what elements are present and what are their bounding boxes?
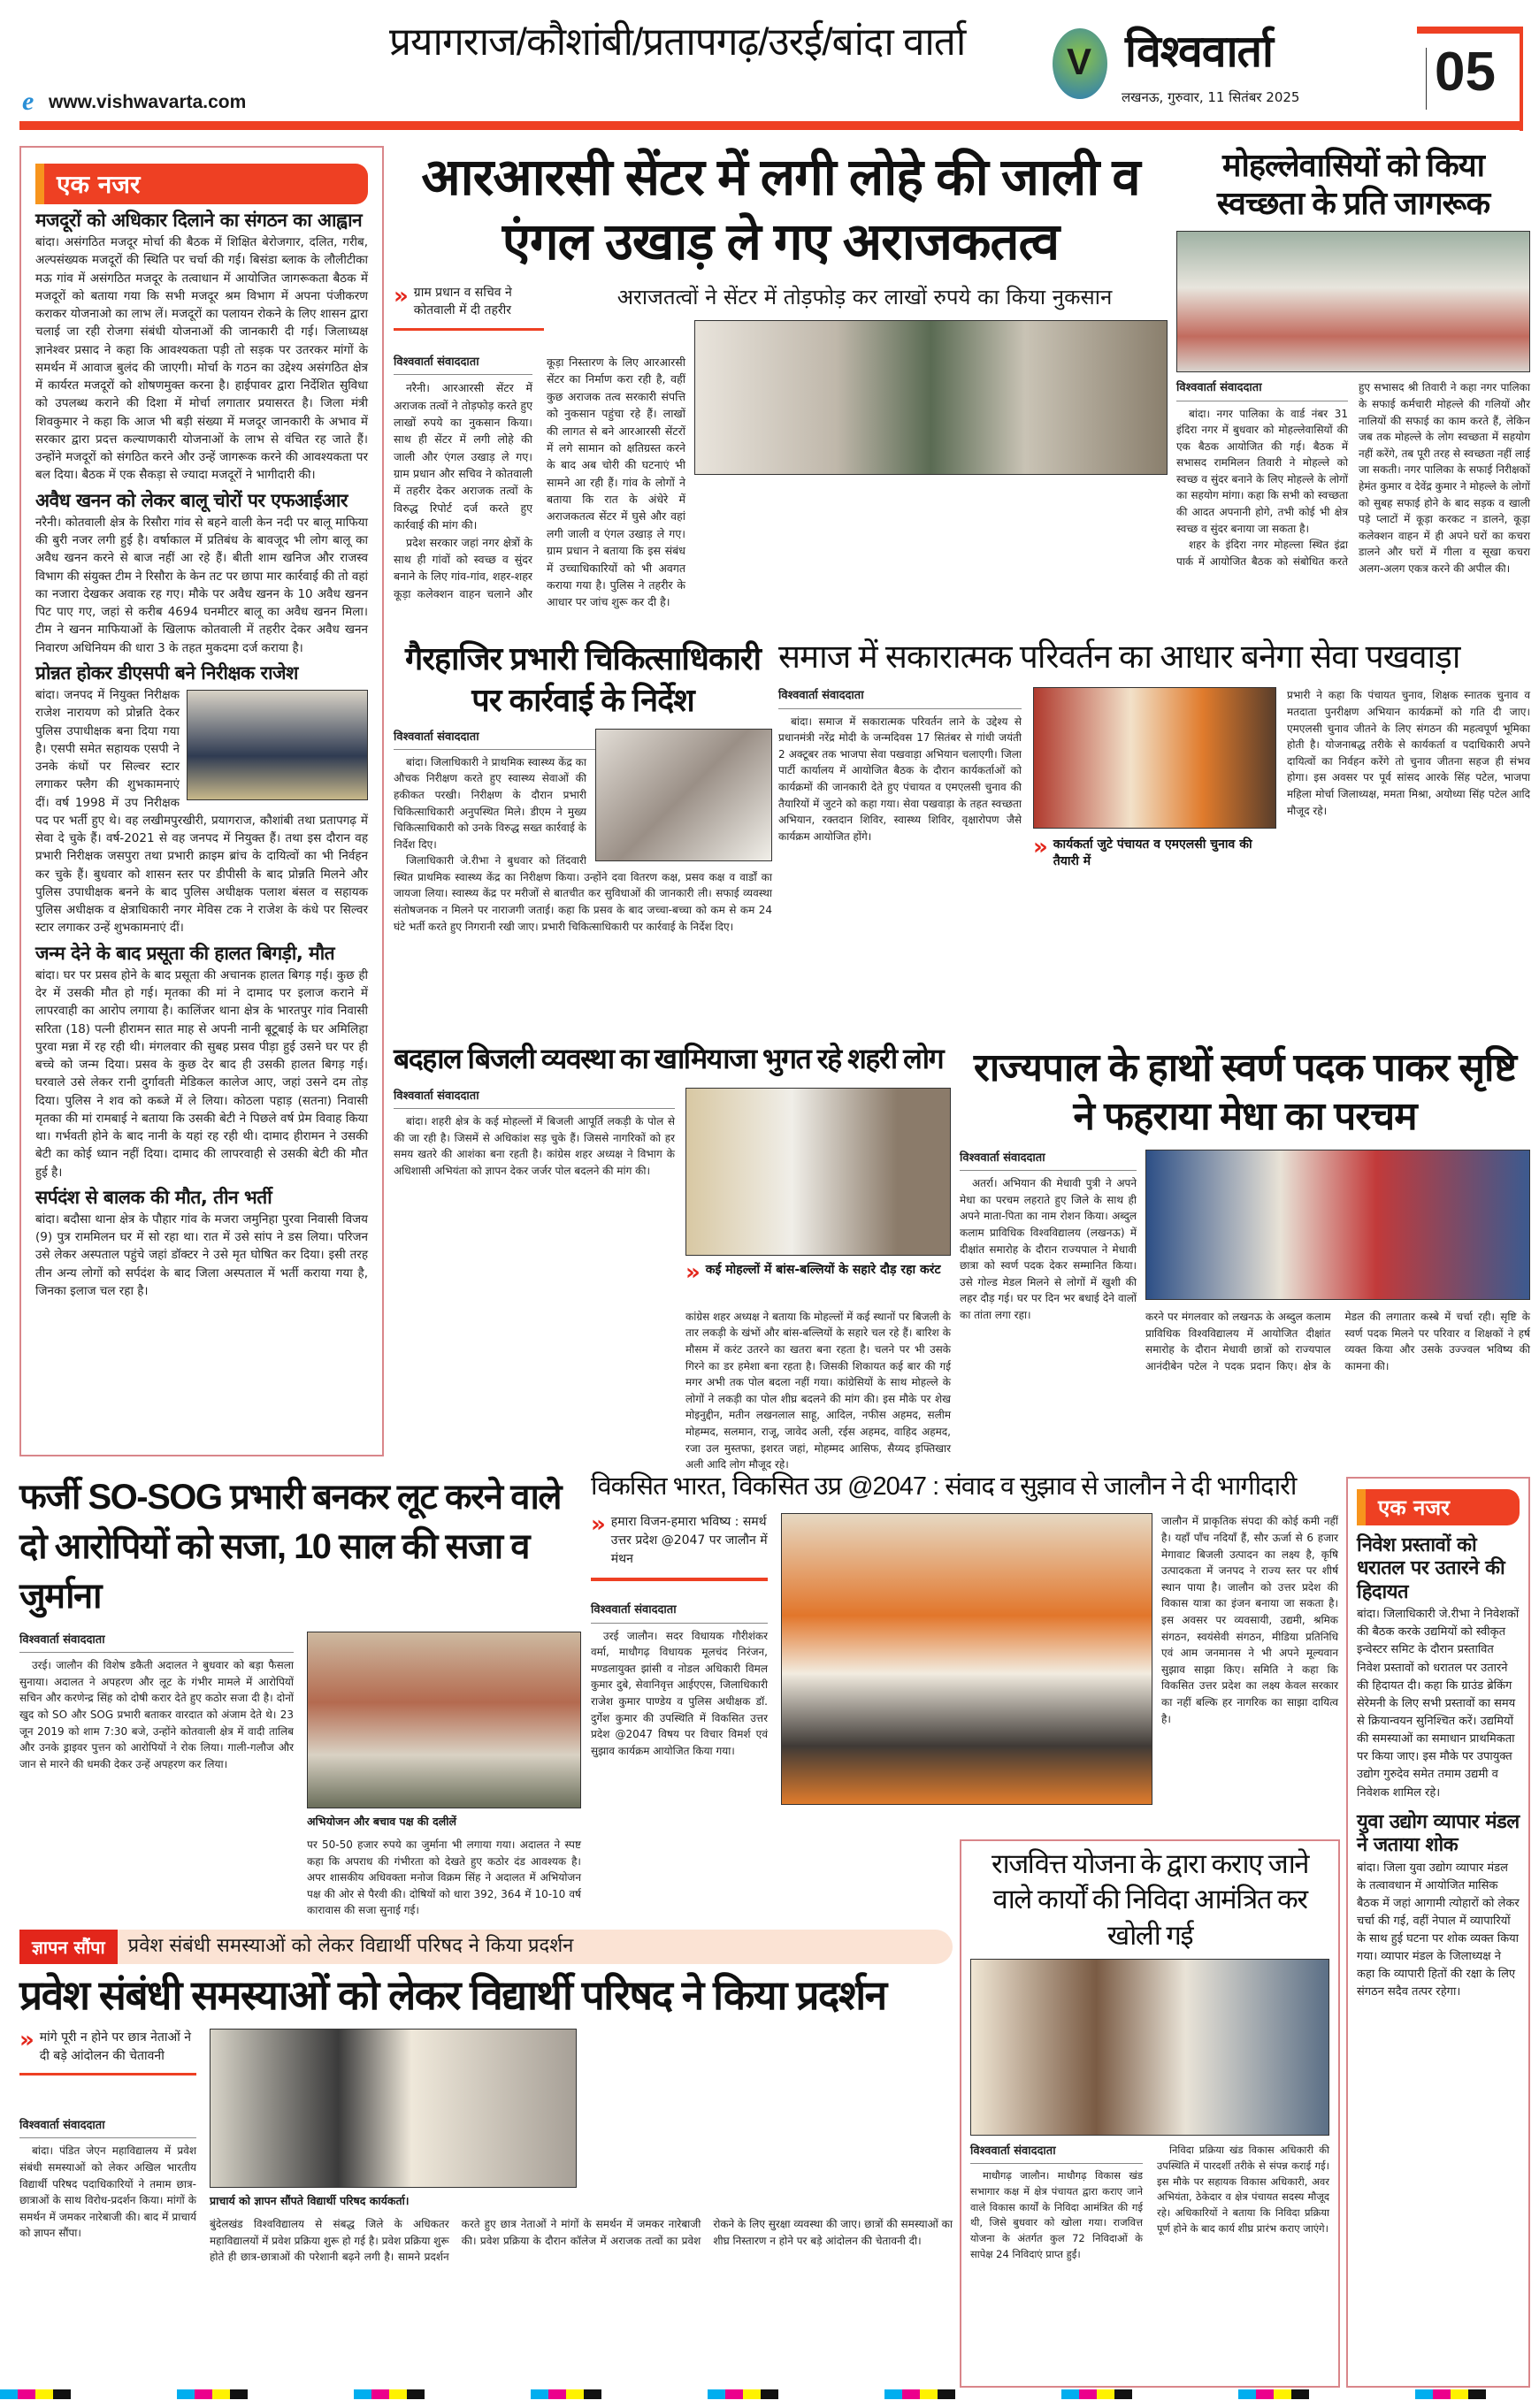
main-headline: आरआरसी सेंटर में लगी लोहे की जाली व एंगल उखाड़ ले गए अराजकतत्व: [421, 149, 1140, 271]
medal-photo: [1145, 1150, 1530, 1300]
brief-item: [1357, 1534, 1520, 1802]
fraud-headline: फर्जी SO-SOG प्रभारी बनकर लूट करने वाले दो आरोपियों को सजा, 10 साल की सजा व जुर्माना: [19, 1478, 561, 1616]
byline: विश्ववार्ता संवाददाता: [778, 687, 1022, 708]
chevron-icon: »: [591, 1511, 606, 1539]
power-story: [394, 1043, 951, 1472]
brief-body: बांदा। जनपद में नियुक्त निरीक्षक राजेश नारायण को प्रोन्नति देकर पुलिस उपाधीक्षक बना दिया गया है। एसपी समेत सहायक एसपी ने उनके कंधों पर सिल्वर स्टार लगाकर फ्लैग की शुभकामनाएं दीं। वर्ष 1998 में उप निरीक्षक पद पर भर्ती हुए थे। वह लखीमपुरखीरी, प्रयागराज, कौशांबी तथा प्रतापगढ़ में सेवा दे चुके हैं। वर्ष-2021 से वह जनपद में नियुक्त हैं। तथा इस दौरान वह प्रभारी निरीक्षक जसपुरा तथा प्रभारी क्राइम ब्रांच के दायित्वों का भी निर्वहन कर चुके हैं। बुधवार को शासन स्तर पर डीपीसी के बाद प्रोन्नति मिलने और पुलिस उपाधीक्षक बनने के बाद पुलिस अधीक्षक पलाश बंसल व सहायक पुलिस अधीक्षक व क्षेत्राधिकारी नगर मेविस टक ने राजेश के कंधे पर सिल्वर स्टार लगाकर उन्हें शुभकामनाएं दीं।: [35, 688, 368, 936]
protest-story: [19, 1930, 953, 2388]
paragraph: नरैनी। आरआरसी सेंटर में अराजक तत्वों ने तोड़फोड़ करते हुए लाखों रुपये का नुकसान किया। साथ ही सेंटर में लगी लोहे की जाली और एंगल उखाड़ ले गए। ग्राम प्रधान और सचिव ने कोतवाली में तहरीर देकर अराजक तत्वों के विरुद्ध रिपोर्ट दर्ज करते हुए कार्रवाई की मांग की।: [394, 381, 532, 532]
caption-text: कई मोहल्लों में बांस-बल्लियों के सहारे दौड़ रहा करंट: [706, 1261, 941, 1284]
masthead: [0, 0, 1539, 133]
paragraph: बांदा। पंडित जेएन महाविद्यालय में प्रवेश संबंधी समस्याओं को लेकर अखिल भारतीय विद्यार्थी परिषद पदाधिकारियों ने तमाम छात्र-छात्राओं के साथ विरोध-प्रदर्शन किया। मांगों के समर्थन में जमकर नारेबाजी की। बाद में प्राचार्य को ज्ञापन सौंपा।: [19, 2144, 196, 2240]
brief-title: मजदूरों को अधिकार दिलाने का संगठन का आह्वान: [35, 210, 363, 231]
doctor-story: [394, 638, 772, 1019]
cleanliness-story: [1176, 146, 1530, 637]
paragraph: जिलाधिकारी जे.रीभा ने बुधवार को तिंदवारी स्थित प्राथमिक स्वास्थ्य केंद्र का निरीक्षण किया। उन्होंने दवा वितरण कक्ष, प्रसव कक्ष व वार्डों का जायजा लिया। स्वास्थ्य केंद्र पर मरीजों से बातचीत कर सुविधाओं की जानकारी ली। सफाई व्यवस्था संतोषजनक न मिलने पर नाराजगी जताई। कहा कि प्रसव के बाद जच्चा-बच्चा को कम से कम 24 घंटे भर्ती करते हुए निगरानी रखी जाए। प्रभारी चिकित्साधिकारी पर कार्रवाई के निर्देश दिए।: [394, 854, 772, 933]
vikas-content: [591, 1513, 1338, 1835]
seva-content: [778, 687, 1530, 1019]
protest-content: [19, 2029, 953, 2388]
paragraph: उरई जालौन। सदर विधायक गौरीशंकर वर्मा, माधौगढ़ विधायक मूलचंद निरंजन, मण्डलायुक्त झांसी व नोडल अधिकारी विमल कुमार दुबे, सेवानिवृत्त आईएएस, जिलाधिकारी राजेश कुमार पाण्डेय व पुलिस अधीक्षक डॉ. दुर्गेश कुमार की उपस्थिति में विकसित उत्तर प्रदेश @2047 विषय पर विचार विमर्श एवं सुझाव कार्यक्रम आयोजित किया गया।: [591, 1629, 768, 1757]
brief-item: [1357, 1811, 1520, 2002]
brief-body: बांदा। घर पर प्रसव होने के बाद प्रसूता की अचानक हालत बिगड़ गई। कुछ ही देर में उसकी मौत हो गई। मृतका की मां ने दामाद पर इलाज कराने में लापरवाही का आरोप लगाया है। कालिंजर थाना क्षेत्र के भारतपुर गांव निवासी सरिता (18) पत्नी हीरामन सात माह से अपनी नानी बूटूबाई के घर अमिलिहा पुरवा मन्ना में रह रही थी। मंगलवार की सुबह प्रसव पीड़ा हुई उसने घर पर ही बच्चे को जन्म दिया। प्रसव के कुछ देर बाद ही उसकी हालत बिगड़ गई। घरवाले उसे लेकर रानी दुर्गावती मेडिकल कालेज आए, जहां उसने दम तोड़ दिया। पुलिस ने शव को कब्जे में ले लिया। कोठला पहाड़ (सतना) निवासी मृतका की मां रामबाई ने बताया कि उसकी बेटी ने पिछले वर्ष प्रेम विवाह किया था। गर्भवती होने के बाद नानी के यहां रह रही थी। दामाद हीरामन ने उसकी बेटी का कोई ध्यान नहीं दिया। दामाद की लापरवाही से उसकी बेटी की मौत हुई है।: [35, 967, 368, 1180]
brief-item: [35, 943, 368, 1181]
paragraph: निविदा प्रक्रिया खंड विकास अधिकारी की उपस्थिति में पारदर्शी तरीके से संपन्न कराई गई। इस मौके पर सहायक विकास अधिकारी, अवर अभियंता, ठेकेदार व क्षेत्र पंचायत सदस्य मौजूद रहे। अधिकारियों ने बताया कि निविदा प्रक्रिया पूर्ण होने के बाद कार्य शीघ्र प्रारंभ कराए जाएंगे।: [1157, 2143, 1329, 2235]
byline: विश्ववार्ता संवाददाता: [394, 1088, 675, 1109]
chevron-icon: »: [19, 2027, 34, 2054]
byline: विश्ववार्ता संवाददाता: [1176, 379, 1348, 401]
main-body-left: [394, 354, 685, 637]
seva-body-col3: [1287, 687, 1530, 1019]
strap-text: ग्राम प्रधान व सचिव ने कोतवाली में दी तहरीर: [413, 286, 512, 317]
paragraph: उरई। जालौन की विशेष डकैती अदालत ने बुधवार को बड़ा फैसला सुनाया। अदालत ने अपहरण और लूट के गंभीर मामले में आरोपियों सचिन और करणेन्द्र सिंह को दोषी करार देते हुए कठोर सजा दी है। दोनों खुद को SO और SOG प्रभारी बताकर वारदात को अंजाम देते थे। 23 जून 2019 को शाम 7:30 बजे, उन्होंने कोतवाली क्षेत्र में वादी तालिब और उनके ड्राइवर पुत्तन को आरोपियों ने रोक लिया। गाली-गलौज और जान से मारने की धमकी देकर उन्हें अपहरण कर लिया।: [19, 1659, 294, 1770]
chevron-icon: »: [1033, 834, 1048, 861]
protest-headline: प्रवेश संबंधी समस्याओं को लेकर विद्यार्थी परिषद ने किया प्रदर्शन: [19, 1972, 886, 2018]
main-story-content: [394, 285, 1168, 637]
section-title: प्रयागराज/कौशांबी/प्रतापगढ़/उरई/बांदा वार्ता: [389, 20, 966, 64]
protest-body-col1: [19, 2117, 196, 2388]
paragraph: बांदा। शहरी क्षेत्र के कई मोहल्लों में बिजली आपूर्ति लकड़ी के पोल से की जा रही है। जिसमें से अधिकांश सड़ चुके हैं। जिससे नागरिकों को हर समय खतरे की आशंका बना रहती है। कांग्रेस शहर अध्यक्ष ने विभाग के अधिशासी अभियंता को ज्ञापन देकर जर्जर पोल बदलने की मांग की।: [394, 1114, 675, 1177]
brief-title: युवा उद्योग व्यापार मंडल ने जताया शोक: [1357, 1810, 1520, 1857]
strap: [394, 285, 544, 331]
brief-body: बांदा। असंगठित मजदूर मोर्चा की बैठक में शिक्षित बेरोजगार, दलित, गरीब, अल्पसंख्यक मजदूरों की स्थिति पर चर्चा की गई। बिसंडा ब्लाक के लौलीटीका मऊ गांव में असंगठित मजदूर के तत्वाधान में आयोजित जागरूकता बैठक में मजदूरों को बताया गया कि सभी मजदूर श्रम विभाग में अपना पंजीकरण कराकर योजनाओ का लाभ लें। मजदूरों का पलायन रोकने के लिए शासन द्वारा चलाई जा रही रोजगा संबंधी योजनाओं की जानकारी दी गई। जिलाध्यक्ष ज्ञानेश्वर प्रसाद ने कहा कि आवश्यकता पड़ी तो सड़क पर उतरकर मांगों के समर्थन में आवाज बुलंद की जाएगी। मोर्चा के गठन का उद्देश्य असंगठित क्षेत्र में कार्यरत मजदूरों को शोषणमुक्त करना है। हाईपावर द्वारा निर्देशित सुविधा को उपलब्ध कराने की दिशा में मोर्चा लगातार प्रयासरत है। जिला मंत्री शिवकुमार ने कहा कि आज भी बड़ी संख्या में मजदूर जानकारी के अभाव में सरकार द्वारा प्रदत्त कल्याणकारी योजनाओं के लाभ से वंचित रह जाते हैं। उन्होंने मजदूरों को संगठित करने और उन्हें जागरूक करने की आवश्यकता पर बल दिया। बैठक में एक सैकड़ा से ज्यादा मजदूरों ने भागीदारी की।: [35, 235, 368, 483]
paragraph: जालौन में प्राकृतिक संपदा की कोई कमी नहीं है। यहाँ पाँच नदियाँ हैं, सौर ऊर्जा से 6 हजार मेगावाट बिजली उत्पादन का लक्ष्य है, कृषि उत्पादकता में जनपद ने राज्य स्तर पर शीर्ष स्थान पाया है। जालौन को उत्तर प्रदेश की विकास यात्रा का इंजन बनाया जा सकता है। इस अवसर पर व्यवसायी, उद्यमी, श्रमिक संगठन, स्वयंसेवी संगठन, मीडिया प्रतिनिधि एवं आम जनमानस ने भी अपने मूल्यवान सुझाव साझा किए। समिति ने कहा कि विकसित उत्तर प्रदेश का लक्ष्य केवल सरकार का नहीं बल्कि हर नागरिक का साझा दायित्व है।: [1161, 1515, 1338, 1725]
paragraph: प्रभारी ने कहा कि पंचायत चुनाव, शिक्षक स्नातक चुनाव व मतदाता पुनरीक्षण अभियान कार्यक्रमों को गति दी जाए। एमएलसी चुनाव जीतने के लिए संगठन की महत्वपूर्ण भूमिका होती है। योजनाबद्ध तरीके से कार्यकर्ता व पदाधिकारी अपने दायित्वों का निर्वहन करेंगे तो चुनाव जीतना सहज ही संभव होगा। इस अवसर पर पूर्व सांसद आरके सिंह पटेल, भाजपा महिला मोर्चा जिलाध्यक्ष, ममता मिश्रा, अयोध्या सिंह पटेल आदि मौजूद रहे।: [1287, 689, 1530, 817]
paragraph: बुंदेलखंड विश्वविद्यालय से संबद्ध जिले के अधिकतर महाविद्यालयों में प्रवेश प्रक्रिया शुरू हो गई है। प्रवेश प्रक्रिया शुरू होते ही छात्र-छात्राओं की परेशानी बढ़ने लगी है। सामने प्रदर्शन करते हुए छात्र नेताओं ने मांगों के समर्थन में जमकर नारेबाजी की। प्रवेश प्रक्रिया के दौरान कॉलेज में अराजक तत्वों का प्रवेश रोकने के लिए सुरक्षा व्यवस्था की जाए। छात्रों की समस्याओं का शीघ्र निस्तारण न होने पर बड़े आंदोलन की चेतावनी दी।: [210, 2218, 953, 2264]
seva-body-col1: [778, 687, 1022, 1019]
main-story: [394, 146, 1168, 637]
paragraph: माधौगढ़ जालौन। माधौगढ़ विकास खंड सभागार कक्ष में क्षेत्र पंचायत द्वारा कराए जाने वाले विकास कार्यों के निविदा आमंत्रित की गई थी, जिसे बुधवार को खोला गया। राजवित्त योजना के अंतर्गत कुल 72 निविदाओं के सापेक्ष 24 निविदाएं प्राप्त हुईं।: [970, 2169, 1143, 2261]
byline: विश्ववार्ता संवाददाता: [591, 1602, 768, 1623]
fraud-story: [19, 1472, 581, 1923]
date-line: लखनऊ, गुरुवार, 11 सितंबर 2025: [1122, 89, 1300, 105]
power-photo: [685, 1088, 951, 1256]
brand-logo-icon: V: [1053, 28, 1107, 99]
brief-label: एक नजर: [35, 164, 368, 204]
byline: विश्ववार्ता संवाददाता: [19, 2117, 196, 2138]
website-icon: e: [22, 87, 34, 116]
fraud-body-col2: [307, 1837, 581, 1923]
byline: विश्ववार्ता संवाददाता: [960, 1150, 1137, 1171]
brief-item: [35, 1187, 368, 1300]
byline: विश्ववार्ता संवाददाता: [970, 2143, 1143, 2164]
seva-photo: [1033, 687, 1276, 829]
cleanliness-headline: मोहल्लेवासियों को किया स्वच्छता के प्रति जागरूक: [1216, 147, 1490, 222]
paragraph: बांदा। नगर पालिका के वार्ड नंबर 31 इंदिरा नगर में बुधवार को मोहल्लेवासियों की एक बैठक आयोजित की गई। बैठक में सभासद राममिलन तिवारी ने मोहल्ले को स्वच्छ व सुंदर बनाने के लिए मोहल्ले के लोगों का सहयोग मांगा। कहा कि सभी को स्वच्छता की आदत अपनानी होगे, तभी कोई भी क्षेत्र स्वच्छ व सुंदर बनाया जा सकता है।: [1176, 407, 1348, 535]
banner-label: ज्ञापन सौंपा: [19, 1930, 118, 1964]
paragraph: बांदा। समाज में सकारात्मक परिवर्तन लाने के उद्देश्य से प्रधानमंत्री नरेंद्र मोदी के जन्मदिवस 17 सितंबर से गांधी जयंती 2 अक्टूबर तक भाजपा सेवा पखवाड़ा अभियान चलाएगी। जिला पार्टी कार्यालय में आयोजित बैठक के दौरान कार्यकर्ताओं को कार्यक्रमों की जानकारी देते हुए पंचायत व एमएलसी चुनाव की तैयारियों में जुटने को कहा गया। सेवा पखवाड़ा के तहत स्वच्छता अभियान, रक्तदान शिविर, स्वास्थ्य शिविर, वृक्षारोपण जैसे कार्यक्रम आयोजित होंगे।: [778, 715, 1022, 843]
main-subhead: अराजतत्वों ने सेंटर में तोड़फोड़ कर लाखों रुपये का किया नुकसान: [616, 285, 1113, 310]
brief-title: सर्पदंश से बालक की मौत, तीन भर्ती: [35, 1186, 272, 1208]
cleanliness-body: [1176, 379, 1530, 618]
byline: विश्ववार्ता संवाददाता: [19, 1632, 294, 1653]
protest-banner: [19, 1930, 953, 1964]
medal-story: [960, 1043, 1530, 1459]
seva-headline: समाज में सकारात्मक परिवर्तन का आधार बनेगा सेवा पखवाड़ा: [778, 638, 1460, 675]
brief-body: बांदा। जिला युवा उद्योग व्यापार मंडल के तत्वावधान में आयोजित मासिक बैठक में जहां आगामी त्योहारों को लेकर चर्चा की गई, वहीं नेपाल में व्यापारियों के साथ हुई घटना पर शोक व्यक्त किया गया। व्यापार मंडल के जिलाध्यक्ष ने कहा कि व्यापारी हितों की रक्षा के लिए संगठन सदैव तत्पर रहेगा।: [1357, 1861, 1520, 1999]
chevron-icon: »: [685, 1258, 701, 1286]
paragraph: अतर्रा। अभियान की मेधावी पुत्री ने अपने मेधा का परचम लहराते हुए जिले के साथ ही अपने माता-पिता का नाम रोशन किया। अब्दुल कलाम प्राविधिक विश्वविद्यालय (लखनऊ) में दीक्षांत समारोह के दौरान राज्यपाल ने मेधावी छात्रा को स्वर्ण पदक देकर सम्मानित किया। उसे गोल्ड मेडल मिलने से लोगों में खुशी की लहर दौड़ गई। घर पर दिन भर बधाई देने वालों का तांता लगा रहा।: [960, 1177, 1137, 1321]
chevron-icon: »: [394, 283, 409, 310]
medal-headline: राज्यपाल के हाथों स्वर्ण पदक पाकर सृष्टि ने फहराया मेधा का परचम: [973, 1046, 1517, 1138]
brief-body: बांदा। बदौसा थाना क्षेत्र के पौहार गांव के मजरा जमुनिहा पुरवा निवासी विजय (9) पुत्र राममिलन घर में सो रहा था। रात में उसे सांप ने डस लिया। परिजन उसे लेकर अस्पताल पहुंचे जहां डॉक्टर ने उसे मृत घोषित कर दिया। इसी तरह तीन अन्य लोगों को सर्पदंश के बाद जिला अस्पताल में भर्ती कराया गया है, जिनका इलाज चल रहा है।: [35, 1212, 368, 1298]
power-body-col1: [394, 1088, 675, 1459]
seva-story: [778, 638, 1530, 1019]
brief-body: नरैनी। कोतवाली क्षेत्र के रिसौरा गांव से बहने वाली केन नदी पर बालू माफिया की बुरी नजर लगी हुई है। वर्षाकाल में प्रतिबंध के बावजूद भी लोग बालू का अवैध खनन करने से बाज नहीं आ रहे हैं। बीती शाम खनिज और राजस्व विभाग की संयुक्त टीम ने रिसौरा के केन तट पर छापा मार कार्रवाई की तो वहां का नजारा देखकर अवाक रह गए। मौके पर अवैध खनन के 10 अवैध खनन पिट पाए गए, जहां से करीब 4694 घनमीटर बालू का अवैध खनन मिला। टीम ने खनन माफियाओं के खिलाफ कोतवाली में तहरीर देकर अवैध खनन निवारण अधिनियम की धारा 3 के तहत मुकदमा दर्ज कराया है।: [35, 515, 368, 655]
brief-title: जन्म देने के बाद प्रसूता की हालत बिगड़ी, मौत: [35, 942, 335, 964]
brief-body: बांदा। जिलाधिकारी जे.रीभा ने निवेशकों की बैठक करके उद्यमियों को स्वीकृत इन्वेस्टर समिट के दौरान प्रस्तावित निवेश प्रस्तावों को धरातल पर उतारने की हिदायत दी। कहा कि ग्राउंड ब्रेकिंग सेरेमनी के लिए सभी प्रस्तावों का समय से क्रियान्वयन सुनिश्चित करें। उद्यमियों की समस्याओं का समाधान प्राथमिकता पर किया जाए। इस मौके पर उपायुक्त उद्योग गुरुदेव समेत तमाम उद्यमी व निवेशक शामिल रहे।: [1357, 1608, 1520, 1800]
strap-text: मांगे पूरी न होने पर छात्र नेताओं ने दी बड़े आंदोलन की चेतावनी: [39, 2030, 192, 2064]
doctor-photo: [595, 729, 772, 861]
vikas-story: [591, 1472, 1338, 1835]
brief-item: [35, 490, 368, 657]
header-rule: [19, 121, 1521, 130]
vikas-body-col1: [591, 1602, 768, 1835]
protest-strap: [19, 2029, 196, 2075]
color-registration-strip: [0, 2389, 1539, 2399]
power-caption: [685, 1258, 951, 1286]
rajvitt-headline: राजवित्त योजना के द्वारा कराए जाने वाले कार्यों की निविदा आमंत्रित कर खोली गई: [992, 1848, 1308, 1951]
paragraph: पर 50-50 हजार रुपये का जुर्माना भी लगाया गया। अदालत ने स्पष्ट कहा कि अपराध की गंभीरता को देखते हुए कठोर दंड आवश्यक है। अपर शासकीय अधिवक्ता मनोज विक्रम सिंह ने अदालत में अभियोजन पक्ष की ओर से पैरवी की। दोषियों को धारा 392, 364 में 10-10 वर्ष कारावास की सजा सुनाई गई।: [307, 1838, 581, 1917]
paragraph: शहर के इंदिरा नगर मोहल्ला स्थित इंद्रा पार्क में आयोजित बैठक को संबोधित करते हुए सभासद श्री तिवारी ने कहा नगर पालिका के सफाई कर्मचारी मोहल्ले की गलियों और नालियों की सफाई का काम करते हैं, लेकिन जब तक मोहल्ले के लोग स्वच्छता में सहयोग नहीं करेंगे, तब पूरी तरह से स्वच्छता नहीं लाई जा सकती। नगर पालिका के सफाई निरीक्षकों हेमंत कुमार व देवेंद्र कुमार ने मोहल्ले के लोगों को सुबह सफाई होने के बाद सड़क व खाली पड़े प्लाटों में कूड़ा करकट न डालने, कूड़ा कलेक्शन वाहन में ही अपने घरों का कचरा डालने और घरों में गीला व सूखा कचरा अलग-अलग एकत्र करने की अपील की।: [1176, 381, 1530, 575]
vikas-photo: [781, 1513, 1152, 1805]
vikas-headline: विकसित भारत, विकसित उप्र @2047 : संवाद व सुझाव से जालौन ने दी भागीदारी: [591, 1472, 1297, 1501]
brief-title: प्रोन्नत होकर डीएसपी बने निरीक्षक राजेश: [35, 661, 298, 684]
doctor-headline: गैरहाजिर प्रभारी चिकित्साधिकारी पर कार्रवाई के निर्देश: [405, 640, 761, 718]
website-link[interactable]: www.vishwavarta.com: [49, 92, 247, 112]
vikas-strap: [591, 1513, 768, 1581]
paragraph: कांग्रेस शहर अध्यक्ष ने बताया कि मोहल्लों में कई स्थानों पर बिजली के तार लकड़ी के खंभों और बांस-बल्लियों के सहारे चल रहे हैं। बारिश के मौसम में करंट उतरने का खतरा बना रहता है। चलने पर भी उसके गिरने का डर हमेशा बना रहता है। जिसकी शिकायत कई बार की गई मगर अभी तक पोल बदला नहीं गया। कांग्रेसियों के साथ मोहल्ले के लोगों ने लकड़ी का पोल शीघ्र बदलने की मांग की। इस मौके पर शेख मोइनुद्दीन, मतीन लखनलाल साहू, आदिल, नफीस अहमद, सलीम मोहम्मद, सलमान, राजू, जावेद अली, रईस अहमद, वाहिद अहमद, रजा उल मुस्तफा, इशरत जहां, मोहम्मद आसिफ, सैय्यद इफ्तिखार अली आदि लोग मौजूद रहे।: [685, 1310, 951, 1472]
fraud-content: [19, 1632, 581, 1923]
page-number-box: [1417, 27, 1523, 131]
brief-title: अवैध खनन को लेकर बालू चोरों पर एफआईआर: [35, 489, 348, 511]
medal-body-col1: [960, 1150, 1137, 1459]
main-photo: [694, 320, 1168, 475]
medal-body-col2: [1145, 1309, 1530, 1459]
power-content: [394, 1088, 951, 1472]
protest-photo: [210, 2029, 577, 2188]
banner-text: प्रवेश संबंधी समस्याओं को लेकर विद्यार्थी परिषद ने किया प्रदर्शन: [127, 1935, 574, 1957]
paragraph: प्रदेश सरकार जहां नगर क्षेत्रों के साथ ही गांवों को स्वच्छ व सुंदर बनाने के लिए गांव-गांव, शहर-शहर कूड़ा कलेक्शन वाहन चलाने और कूड़ा निस्तारण के लिए आरआरसी सेंटर का निर्माण करा रही है, वहीं कुछ अराजक तत्व सरकारी संपत्ति को नुकसान पहुंचा रहे हैं। लाखों की लागत से बने आरआरसी सेंटरों में लगे सामान को क्षतिग्रस्त करने के बाद अब चोरी की घटनाएं भी सामने आ रही हैं। गांव के लोगों ने बताया कि रात के अंधेरे में अराजकतत्व सेंटर में घुसे और वहां लगी जाली व एंगल उखाड़ ले गए। ग्राम प्रधान ने बताया कि इस संबंध में उच्चाधिकारियों को भी अवगत कराया गया है। पुलिस ने तहरीर के आधार पर जांच शुरू कर दी है।: [394, 355, 685, 609]
left-brief-column: [19, 146, 384, 1456]
power-body-col2: [685, 1309, 951, 1472]
right-brief-column: [1346, 1477, 1530, 2388]
protest-caption: प्राचार्य को ज्ञापन सौंपते विद्यार्थी परिषद कार्यकर्ता।: [210, 2194, 410, 2208]
paragraph: करने पर मंगलवार को लखनऊ के अब्दुल कलाम प्राविधिक विश्वविद्यालय में आयोजित दीक्षांत समारोह के दौरान मेधावी छात्रों को राज्यपाल आनंदीबेन पटेल ने पदक प्रदान किए। क्षेत्र के मेडल की लगातार कस्बे में चर्चा रही। सृष्टि के स्वर्ण पदक मिलने पर परिवार व शिक्षकों ने हर्ष व्यक्त किया और उसके उज्ज्वल भविष्य की कामना की।: [1145, 1311, 1530, 1372]
rajvitt-body: [970, 2143, 1329, 2408]
rajvitt-photo: [970, 1959, 1329, 2136]
vikas-body-col2: [1161, 1513, 1338, 1835]
power-headline: बदहाल बिजली व्यवस्था का खामियाजा भुगत रहे शहरी लोग: [394, 1043, 944, 1074]
protest-body-rest: [210, 2216, 953, 2388]
brief-photo: [187, 690, 368, 800]
paragraph: बांदा। जिलाधिकारी ने प्राथमिक स्वास्थ्य केंद्र का औचक निरीक्षण करते हुए स्वास्थ्य सेवाओं की हकीकत परखी। निरीक्षण के दौरान प्रभारी चिकित्साधिकारी अनुपस्थित मिले। डीएम ने मुख्य चिकित्साधिकारी को उनके विरुद्ध सख्त कार्रवाई के निर्देश दिए।: [394, 755, 586, 851]
brand-name: विश्ववार्ता: [1125, 27, 1273, 76]
brief-title: निवेश प्रस्तावों को धरातल पर उतारने की हिदायत: [1357, 1534, 1505, 1603]
fraud-caption: अभियोजन और बचाव पक्ष की दलीलें: [307, 1815, 456, 1828]
brief-item: [35, 662, 368, 937]
medal-content: [960, 1150, 1530, 1459]
seva-caption: [1033, 836, 1276, 869]
brief-label: एक नजर: [1357, 1489, 1520, 1525]
page-number: 05: [1435, 42, 1496, 103]
rajvitt-story: [960, 1839, 1340, 2388]
byline: विश्ववार्ता संवाददाता: [394, 729, 772, 750]
strap-text: हमारा विजन-हमारा भविष्य : समर्थ उत्तर प्रदेश @2047 पर जालौन में मंथन: [610, 1515, 768, 1567]
byline: विश्ववार्ता संवाददाता: [394, 354, 532, 375]
brief-item: [35, 210, 368, 485]
caption-text: कार्यकर्ता जुटे पंचायत व एमएलसी चुनाव की तैयारी में: [1053, 836, 1276, 869]
fraud-body-col1: [19, 1632, 294, 1923]
cleanliness-photo: [1176, 231, 1530, 372]
fraud-photo: [307, 1632, 581, 1808]
